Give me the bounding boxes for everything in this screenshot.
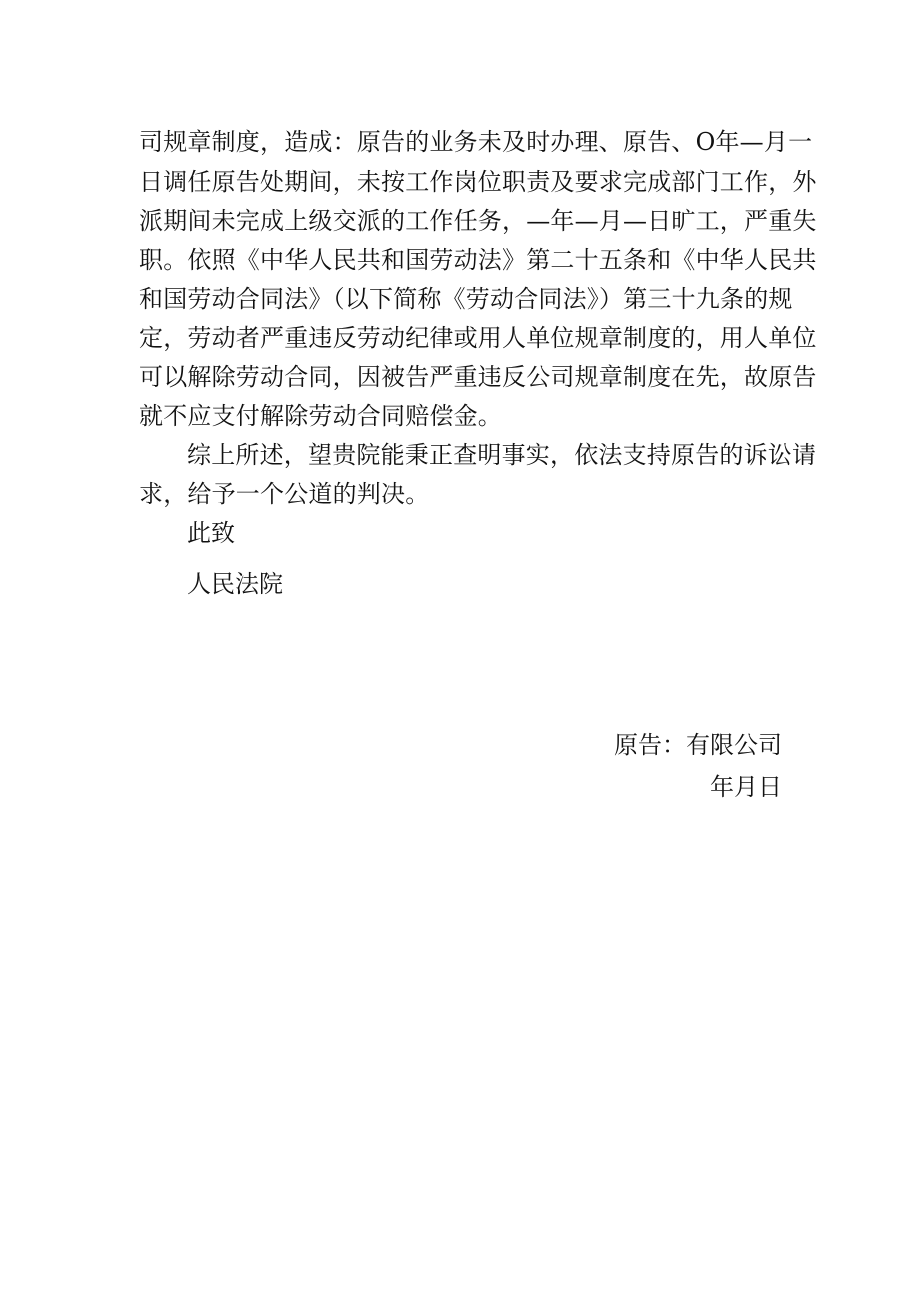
signature-date: 年月日 [710,773,782,801]
text-line: 派期间未完成上级交派的工作任务，—年—月—日旷工，严重失 [139,207,817,235]
text-line: 可以解除劳动合同，因被告严重违反公司规章制度在先，故原告 [139,363,817,391]
addressee: 人民法院 [187,570,283,598]
text-line: 求，给予一个公道的判决。 [139,480,430,508]
text-line: 综上所述，望贵院能秉正查明事实，依法支持原告的诉讼请 [187,441,817,469]
text-line: 定，劳动者严重违反劳动纪律或用人单位规章制度的，用人单位 [139,324,817,352]
text-line: 日调任原告处期间，未按工作岗位职责及要求完成部门工作，外 [139,168,817,196]
plaintiff-signature: 原告：有限公司 [614,731,782,759]
text-line: 司规章制度，造成：原告的业务未及时办理、原告、O年—月一 [139,128,813,156]
text-line: 就不应支付解除劳动合同赔偿金。 [139,402,502,430]
salutation: 此致 [187,519,235,547]
text-line: 和国劳动合同法》（以下简称《劳动合同法》）第三十九条的规 [139,285,793,313]
text-line: 职。依照《中华人民共和国劳动法》第二十五条和《中华人民共 [139,246,817,274]
